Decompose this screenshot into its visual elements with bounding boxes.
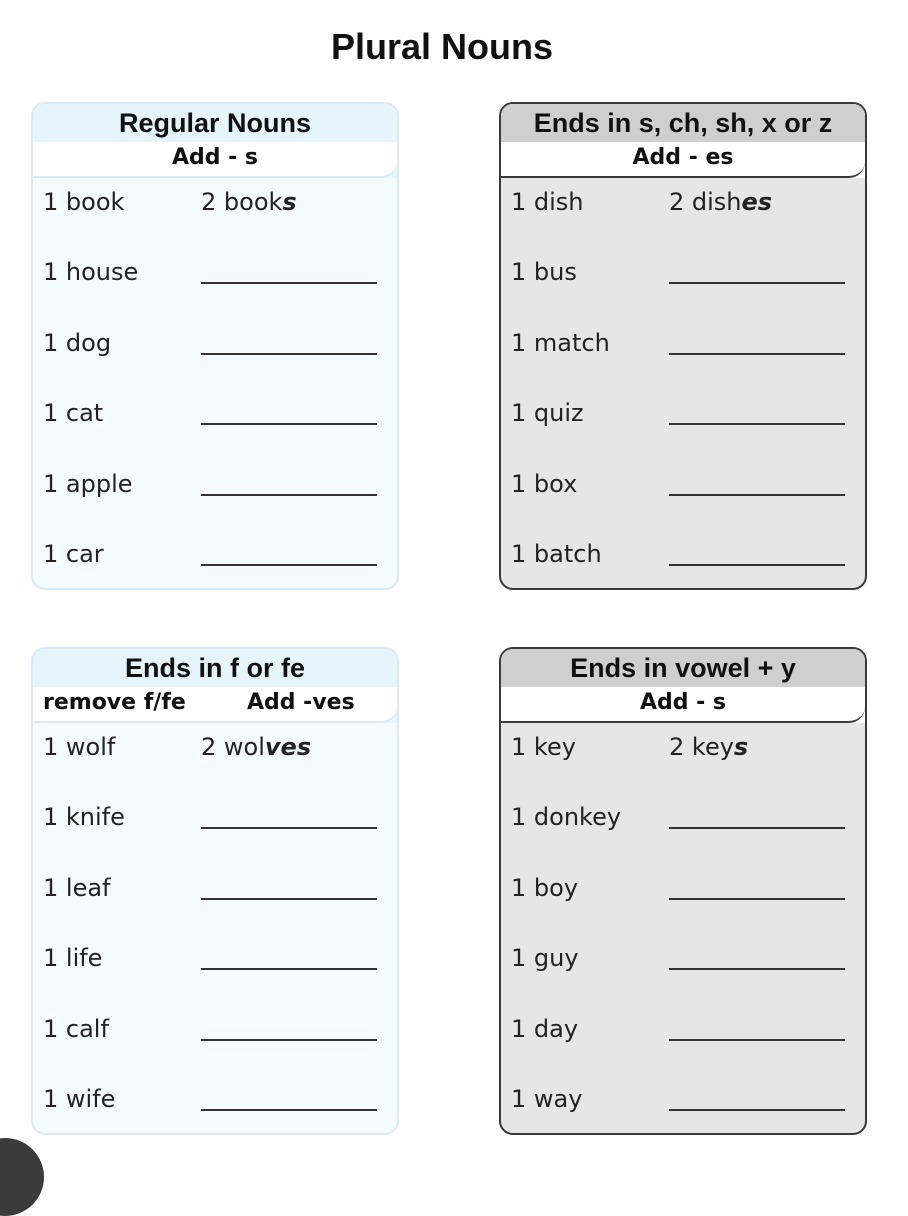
card-rule bbox=[33, 687, 397, 723]
card-title: Ends in s, ch, sh, x or z bbox=[501, 104, 865, 142]
word: 1 box bbox=[511, 470, 578, 498]
corner-badge-icon bbox=[0, 1138, 44, 1216]
rule-add: Add -ves bbox=[247, 690, 355, 715]
word: 1 car bbox=[43, 540, 104, 568]
word: 1 wife bbox=[43, 1085, 116, 1113]
example-plural: 2 keys bbox=[669, 733, 749, 761]
answer-line[interactable] bbox=[669, 282, 845, 284]
answer-line[interactable] bbox=[201, 282, 377, 284]
answer-line[interactable] bbox=[201, 1109, 377, 1111]
word: 1 quiz bbox=[511, 399, 584, 427]
answer-line[interactable] bbox=[201, 968, 377, 970]
word-row bbox=[501, 534, 865, 574]
answer-line[interactable] bbox=[669, 353, 845, 355]
card-header bbox=[33, 104, 397, 178]
word-row bbox=[33, 938, 397, 978]
word: 1 bus bbox=[511, 258, 577, 286]
card-title: Regular Nouns bbox=[33, 104, 397, 142]
word: 1 way bbox=[511, 1085, 583, 1113]
word: 1 day bbox=[511, 1015, 579, 1043]
card-header bbox=[33, 649, 397, 723]
answer-line[interactable] bbox=[669, 494, 845, 496]
word-row bbox=[501, 1079, 865, 1119]
example-word: 1 wolf bbox=[43, 733, 116, 761]
word-row bbox=[501, 393, 865, 433]
word: 1 knife bbox=[43, 803, 125, 831]
example-row bbox=[33, 182, 397, 222]
example-plural: 2 wolves bbox=[201, 733, 312, 761]
answer-line[interactable] bbox=[201, 564, 377, 566]
word: 1 calf bbox=[43, 1015, 109, 1043]
answer-line[interactable] bbox=[669, 898, 845, 900]
word-row bbox=[33, 534, 397, 574]
example-row bbox=[501, 182, 865, 222]
word-row bbox=[33, 797, 397, 837]
word: 1 match bbox=[511, 329, 610, 357]
word-row bbox=[501, 323, 865, 363]
example-word: 1 book bbox=[43, 188, 125, 216]
rule-remove: remove f/fe bbox=[43, 690, 186, 715]
example-word: 1 dish bbox=[511, 188, 584, 216]
word-row bbox=[501, 464, 865, 504]
word-row bbox=[501, 252, 865, 292]
word: 1 guy bbox=[511, 944, 579, 972]
answer-line[interactable] bbox=[201, 1039, 377, 1041]
word: 1 donkey bbox=[511, 803, 622, 831]
example-row bbox=[33, 727, 397, 767]
word: 1 house bbox=[43, 258, 139, 286]
card-ends-in-s-ch-sh-x-z bbox=[499, 102, 867, 590]
answer-line[interactable] bbox=[669, 968, 845, 970]
example-word: 1 key bbox=[511, 733, 576, 761]
word-row bbox=[33, 1079, 397, 1119]
word-row bbox=[501, 868, 865, 908]
answer-line[interactable] bbox=[669, 1039, 845, 1041]
answer-line[interactable] bbox=[201, 827, 377, 829]
card-title: Ends in f or fe bbox=[33, 649, 397, 687]
word: 1 boy bbox=[511, 874, 579, 902]
word-row bbox=[33, 252, 397, 292]
example-plural: 2 books bbox=[201, 188, 297, 216]
page-title: Plural Nouns bbox=[330, 26, 554, 67]
word-row bbox=[501, 938, 865, 978]
word-row bbox=[33, 393, 397, 433]
answer-line[interactable] bbox=[201, 353, 377, 355]
card-ends-in-vowel-y bbox=[499, 647, 867, 1135]
answer-line[interactable] bbox=[669, 423, 845, 425]
card-ends-in-f-or-fe bbox=[31, 647, 399, 1135]
word: 1 apple bbox=[43, 470, 133, 498]
card-title: Ends in vowel + y bbox=[501, 649, 865, 687]
word-row bbox=[33, 868, 397, 908]
answer-line[interactable] bbox=[669, 1109, 845, 1111]
word-row bbox=[501, 797, 865, 837]
card-regular-nouns bbox=[31, 102, 399, 590]
word: 1 batch bbox=[511, 540, 602, 568]
card-header bbox=[501, 649, 865, 723]
word: 1 cat bbox=[43, 399, 104, 427]
card-rule: Add - es bbox=[501, 142, 865, 178]
card-header bbox=[501, 104, 865, 178]
answer-line[interactable] bbox=[201, 494, 377, 496]
card-rule: Add - s bbox=[33, 142, 397, 178]
word-row bbox=[33, 464, 397, 504]
word: 1 leaf bbox=[43, 874, 111, 902]
answer-line[interactable] bbox=[669, 564, 845, 566]
word-row bbox=[501, 1009, 865, 1049]
example-row bbox=[501, 727, 865, 767]
word-row bbox=[33, 1009, 397, 1049]
word: 1 dog bbox=[43, 329, 112, 357]
answer-line[interactable] bbox=[201, 898, 377, 900]
word: 1 life bbox=[43, 944, 103, 972]
answer-line[interactable] bbox=[669, 827, 845, 829]
card-rule: Add - s bbox=[501, 687, 865, 723]
answer-line[interactable] bbox=[201, 423, 377, 425]
word-row bbox=[33, 323, 397, 363]
example-plural: 2 dishes bbox=[669, 188, 773, 216]
